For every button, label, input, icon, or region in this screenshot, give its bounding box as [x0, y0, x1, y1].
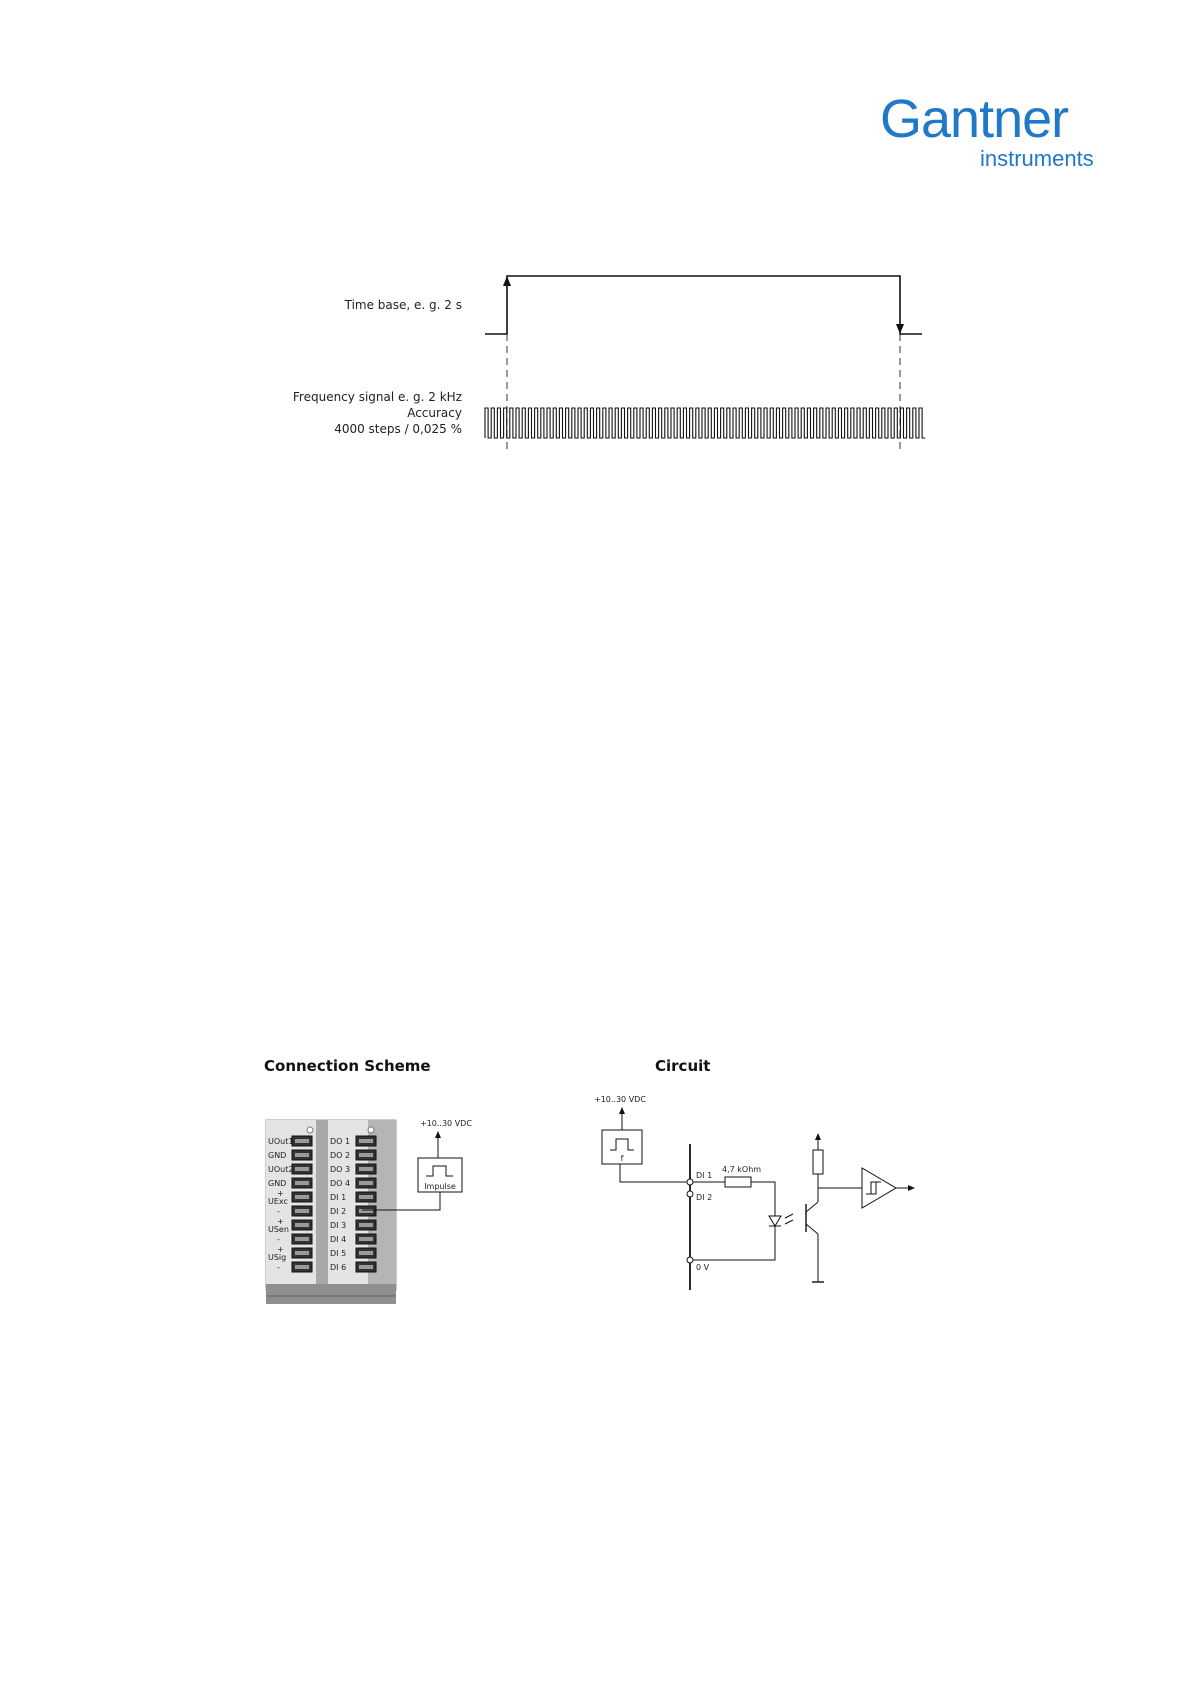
terminal-label-sig-minus: - — [277, 1263, 280, 1272]
terminal-label-gnd-2: GND — [268, 1179, 287, 1188]
terminal-screw-slot — [359, 1195, 373, 1199]
source-wire — [620, 1164, 690, 1182]
circuit-supply-label: +10..30 VDC — [594, 1095, 646, 1104]
ground-label: 0 V — [696, 1263, 710, 1272]
terminal-label-sen-minus: - — [277, 1235, 280, 1244]
terminal-label-do4: DO 4 — [330, 1179, 351, 1188]
circuit-supply-arrow — [619, 1107, 625, 1114]
transistor-collector — [806, 1202, 818, 1212]
impulse-label: Impulse — [424, 1182, 456, 1191]
terminal-label-di3: DI 3 — [330, 1221, 347, 1230]
light-ray-2 — [785, 1220, 793, 1224]
accuracy-label: Accuracy — [407, 406, 462, 420]
resistor-label: 4,7 kOhm — [722, 1165, 762, 1174]
terminal-screw-slot — [295, 1251, 309, 1255]
terminal-screw-slot — [295, 1195, 309, 1199]
scheme-supply-arrow — [435, 1131, 441, 1138]
frequency-label: Frequency signal e. g. 2 kHz — [292, 390, 462, 404]
time-base-waveform — [485, 276, 922, 334]
terminal-label-sen-plus: + — [277, 1217, 284, 1226]
steps-label: 4000 steps / 0,025 % — [334, 422, 462, 436]
connection-scheme-heading: Connection Scheme — [264, 1057, 431, 1075]
rising-edge-arrow — [503, 276, 511, 286]
logo-name: Gantner — [880, 89, 1069, 149]
terminal-label-usig: USig — [268, 1253, 287, 1262]
module-base — [266, 1284, 396, 1304]
led-diode — [769, 1216, 781, 1226]
terminal-screw-slot — [359, 1153, 373, 1157]
terminal-label-sig-plus: + — [277, 1245, 284, 1254]
transistor-emitter — [806, 1224, 818, 1234]
terminal-screw-slot — [359, 1237, 373, 1241]
output-arrow — [908, 1185, 915, 1191]
terminal-label-di1: DI 1 — [330, 1193, 347, 1202]
di2-node — [687, 1191, 693, 1197]
terminal-label-di2: DI 2 — [330, 1207, 347, 1216]
terminal-screw-slot — [295, 1167, 309, 1171]
frequency-pulse-train — [485, 408, 925, 438]
terminal-screw-slot — [359, 1167, 373, 1171]
terminal-label-do3: DO 3 — [330, 1165, 351, 1174]
circuit-diagram — [590, 1090, 930, 1310]
schmitt-trigger — [862, 1168, 896, 1208]
module-middle-strip — [316, 1120, 328, 1290]
terminal-label-di4: DI 4 — [330, 1235, 347, 1244]
scheme-supply-label: +10..30 VDC — [420, 1119, 472, 1128]
terminal-screw-slot — [295, 1209, 309, 1213]
terminal-screw-slot — [359, 1251, 373, 1255]
terminal-label-uexc: UExc — [268, 1197, 288, 1206]
terminal-label-di6: DI 6 — [330, 1263, 347, 1272]
time-base-label: Time base, e. g. 2 s — [344, 298, 462, 312]
terminal-screw-slot — [359, 1181, 373, 1185]
terminal-screw-slot — [295, 1181, 309, 1185]
terminal-label-exc-minus: - — [277, 1207, 280, 1216]
pullup-resistor — [813, 1150, 823, 1174]
di1-label: DI 1 — [696, 1171, 713, 1180]
di2-label: DI 2 — [696, 1193, 713, 1202]
terminal-label-di5: DI 5 — [330, 1249, 347, 1258]
gantner-logo — [880, 89, 1120, 176]
terminal-screw-slot — [359, 1223, 373, 1227]
terminal-screw-slot — [359, 1265, 373, 1269]
led-left — [307, 1127, 313, 1133]
pullup-supply-arrow — [815, 1133, 821, 1140]
falling-edge-arrow — [896, 324, 904, 334]
connection-scheme-diagram — [260, 1100, 560, 1310]
terminal-label-do1: DO 1 — [330, 1137, 351, 1146]
terminal-label-uout2: UOut2 — [268, 1165, 294, 1174]
frequency-source-label: f — [620, 1154, 624, 1163]
led-to-ground-wire — [693, 1226, 775, 1260]
timing-diagram — [0, 260, 1190, 460]
terminal-label-usen: USen — [268, 1225, 289, 1234]
terminal-label-do2: DO 2 — [330, 1151, 351, 1160]
resistor — [725, 1177, 751, 1187]
ground-node — [687, 1257, 693, 1263]
di1-node — [687, 1179, 693, 1185]
terminal-label-uout1: UOut1 — [268, 1137, 294, 1146]
terminal-screw-slot — [295, 1223, 309, 1227]
terminal-screw-slot — [359, 1139, 373, 1143]
resistor-to-led-wire — [751, 1182, 775, 1216]
light-ray-1 — [785, 1214, 793, 1218]
circuit-heading: Circuit — [655, 1057, 711, 1075]
led-right — [368, 1127, 374, 1133]
terminal-label-exc-plus: + — [277, 1189, 284, 1198]
terminal-label-gnd-1: GND — [268, 1151, 287, 1160]
terminal-screw-slot — [295, 1265, 309, 1269]
terminal-screw-slot — [295, 1153, 309, 1157]
logo-subtitle: instruments — [980, 146, 1094, 171]
terminal-screw-slot — [295, 1237, 309, 1241]
terminal-screw-slot — [295, 1139, 309, 1143]
